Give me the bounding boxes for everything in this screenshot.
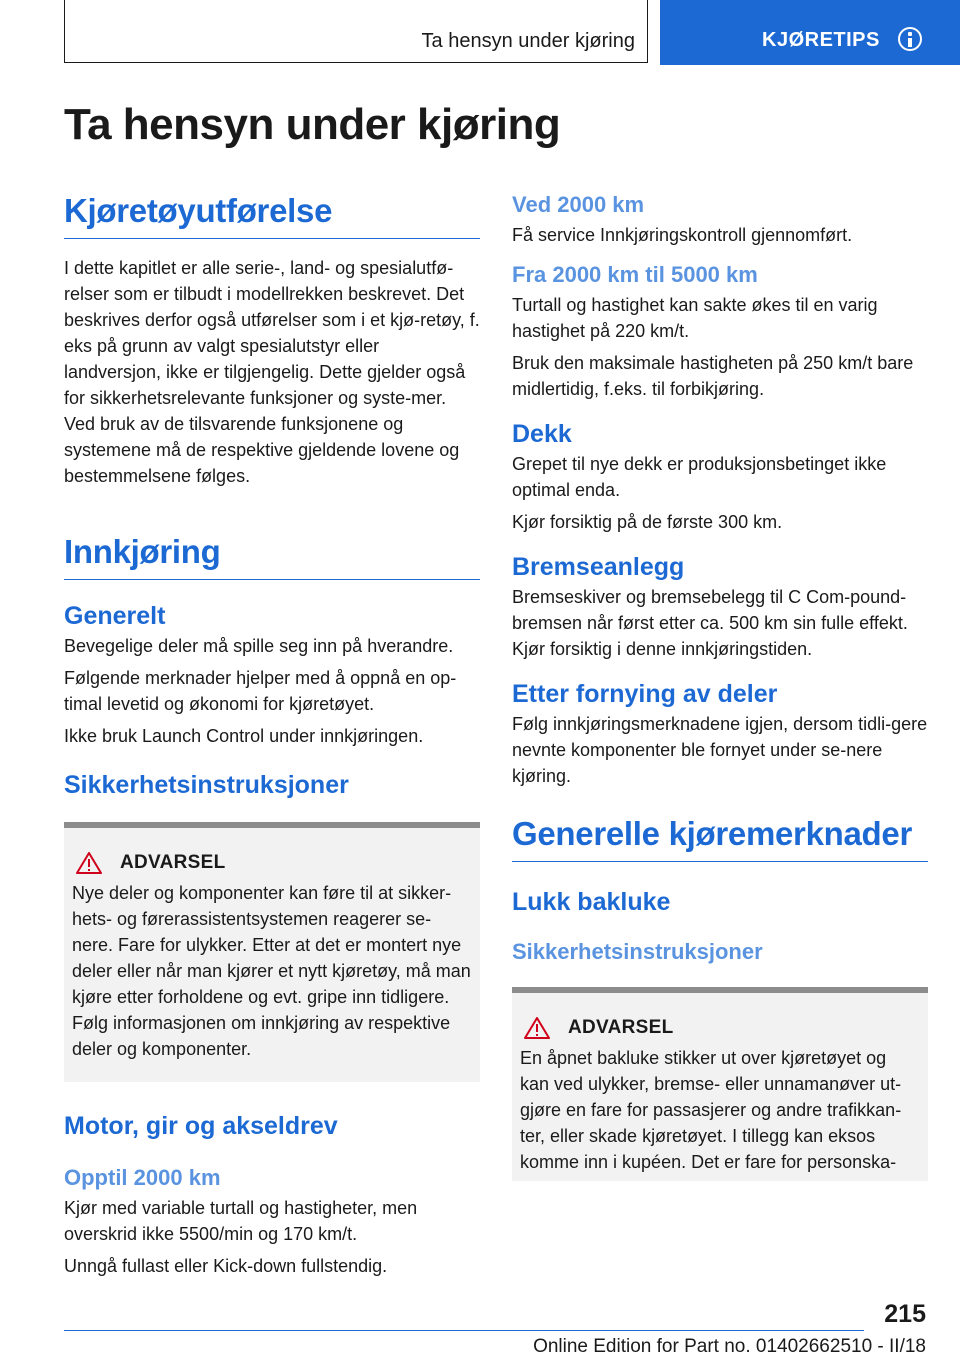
tailgate-warning-title: ADVARSEL [568, 1017, 674, 1038]
heading-from-2000-to-5000-km: Fra 2000 km til 5000 km [512, 262, 758, 287]
heading-general: Generelt [64, 602, 166, 630]
heading-tailgate-safety: Sikkerhetsinstruksjoner [512, 939, 763, 964]
header-section-box [64, 0, 648, 63]
general-text-1: Bevegelige deler må spille seg inn på hverandre. [64, 636, 454, 656]
from-2000-text-2: Bruk den maksimale hastigheten på 250 km/t bare midlertidig, f.eks. til forbikjøring. [512, 353, 914, 399]
chapter-tab-label: KJØRETIPS [762, 29, 880, 51]
heading-general-driving-notes: Generelle kjøremerknader [512, 815, 928, 862]
tires-text-2: Kjør forsiktig på de første 300 km. [512, 512, 783, 532]
at-2000-text: Få service Innkjøringskontroll gjennomført. [512, 225, 853, 245]
right-column [512, 192, 928, 1181]
up-to-2000-text-1: Kjør med variable turtall og hastigheter, men overskrid ikke 5500/min og 170 km/t. [64, 1198, 418, 1244]
heading-vehicle-version: Kjøretøyutførelse [64, 192, 480, 239]
tailgate-warning-text: En åpnet bakluke stikker ut over kjøretøyet og kan ved ulykker, bremse- eller unnamanøver ut-gjøre en fare for passasjerer og andre trafikkan-ter, eller skade kjøretøyet. I tillegg kan eksos komme inn i kupéen. Det er fare for personska- [520, 1048, 902, 1172]
up-to-2000-text-2: Unngå fullast eller Kick-down fullstendig. [64, 1256, 388, 1276]
heading-after-parts-renewal: Etter fornying av deler [512, 680, 778, 708]
warning-text: Nye deler og komponenter kan føre til at sikker-hets- og førerassistentsystemen reagerer se-nere. Fare for ulykker. Etter at det er montert nye deler eller når man kjører et nytt kjøretøy, må man kjøre etter forholdene og evt. gripe inn tidligere. Følg informasjonen om innkjøring av respektive deler og komponenter. [72, 883, 471, 1059]
general-text-2: Følgende merknader hjelper med å oppnå en op-timal levetid og økonomi for kjøretøyet. [64, 668, 457, 714]
from-2000-text-1: Turtall og hastighet kan sakte økes til en varig hastighet på 220 km/t. [512, 295, 878, 341]
page-title: Ta hensyn under kjøring [64, 100, 561, 149]
heading-tires: Dekk [512, 420, 572, 448]
heading-at-2000-km: Ved 2000 km [512, 192, 645, 217]
heading-up-to-2000-km: Opptil 2000 km [64, 1165, 221, 1190]
heading-engine-gear-axle: Motor, gir og akseldrev [64, 1112, 338, 1140]
header-chapter-tab[interactable] [660, 0, 960, 65]
general-text-3: Ikke bruk Launch Control under innkjøringen. [64, 726, 424, 746]
renewal-text: Følg innkjøringsmerknadene igjen, dersom tidli-gere nevnte komponenter ble fornyet under se-nere kjøring. [512, 714, 928, 786]
heading-brakes: Bremseanlegg [512, 553, 685, 581]
left-column [64, 192, 480, 1279]
page-number: 215 [884, 1300, 926, 1328]
warning-triangle-icon [524, 1017, 550, 1039]
heading-close-tailgate: Lukk bakluke [512, 888, 671, 916]
heading-break-in: Innkjøring [64, 533, 480, 580]
heading-safety-instructions: Sikkerhetsinstruksjoner [64, 771, 349, 799]
info-icon[interactable] [898, 27, 922, 51]
warning-box [64, 822, 480, 1082]
footer-edition: Online Edition for Part no. 01402662510 - II/18 [533, 1336, 926, 1357]
tires-text-1: Grepet til nye dekk er produksjonsbetinget ikke optimal enda. [512, 454, 887, 500]
warning-title: ADVARSEL [120, 852, 226, 873]
header-section-title: Ta hensyn under kjøring [421, 30, 635, 52]
footer-divider [64, 1330, 864, 1331]
warning-triangle-icon [76, 852, 102, 874]
vehicle-version-text: I dette kapitlet er alle serie-, land- og spesialutfø-relser som er tilbudt i modellrekken beskrevet. Det beskrives derfor også utførelser som i et kjø-retøy, f. eks på grunn av valgt spesialutstyr eller landversjon, ikke er tilgjengelig. Dette gjelder også for sikkerhetsrelevante funksjoner og syste-mer. Ved bruk av de tilsvarende funksjonene og systemene må de respektive gjeldende lovene og bestemmelsene følges. [64, 258, 480, 486]
tailgate-warning-box [512, 987, 928, 1181]
brakes-text: Bremseskiver og bremsebelegg til C Com-pound-bremsen når først etter ca. 500 km sin fulle effekt. Kjør forsiktig i denne innkjøringstiden. [512, 587, 908, 659]
